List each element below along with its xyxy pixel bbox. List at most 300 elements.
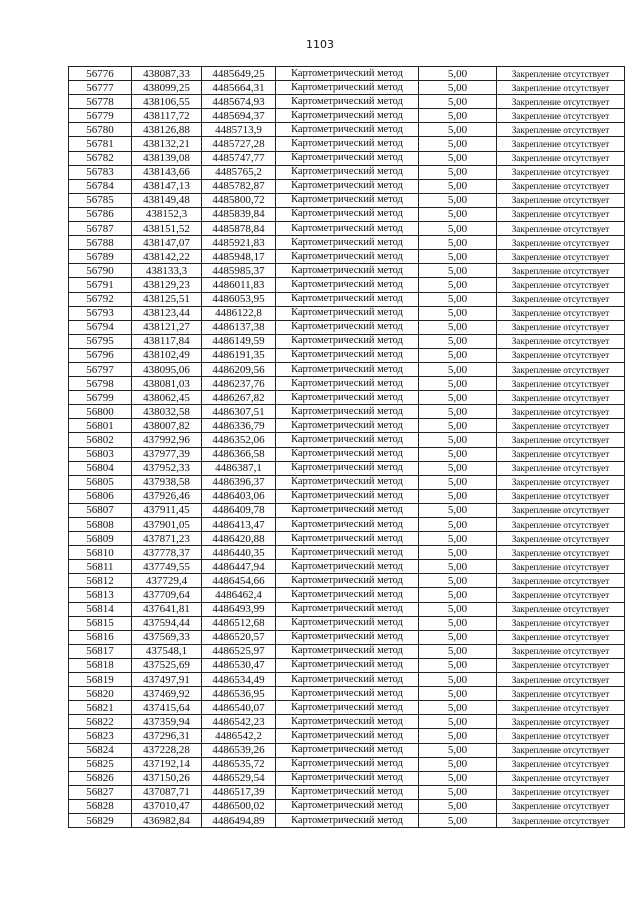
point-number-cell: 56800: [69, 405, 132, 419]
point-number-cell: 56808: [69, 518, 132, 532]
fixation-cell: Закрепление отсутствует: [497, 179, 625, 193]
y-coordinate-cell: 4485713,9: [202, 123, 276, 137]
method-cell: Картометрический метод: [276, 95, 419, 109]
fixation-cell: Закрепление отсутствует: [497, 306, 625, 320]
page-number: 1103: [306, 38, 334, 51]
x-coordinate-cell: 436982,84: [132, 813, 202, 827]
y-coordinate-cell: 4486137,38: [202, 320, 276, 334]
accuracy-cell: 5,00: [419, 687, 497, 701]
x-coordinate-cell: 438129,23: [132, 278, 202, 292]
point-number-cell: 56806: [69, 489, 132, 503]
method-cell: Картометрический метод: [276, 757, 419, 771]
accuracy-cell: 5,00: [419, 278, 497, 292]
method-cell: Картометрический метод: [276, 574, 419, 588]
point-number-cell: 56824: [69, 743, 132, 757]
fixation-cell: Закрепление отсутствует: [497, 574, 625, 588]
x-coordinate-cell: 437569,33: [132, 630, 202, 644]
point-number-cell: 56791: [69, 278, 132, 292]
table-row: [69, 165, 625, 179]
x-coordinate-cell: 438106,55: [132, 95, 202, 109]
point-number-cell: 56807: [69, 503, 132, 517]
table-row: [69, 433, 625, 447]
table-row: [69, 236, 625, 250]
table-row: [69, 588, 625, 602]
table-row: [69, 264, 625, 278]
fixation-cell: Закрепление отсутствует: [497, 799, 625, 813]
table-row: [69, 419, 625, 433]
y-coordinate-cell: 4486352,06: [202, 433, 276, 447]
point-number-cell: 56814: [69, 602, 132, 616]
point-number-cell: 56781: [69, 137, 132, 151]
table-row: [69, 560, 625, 574]
method-cell: Картометрический метод: [276, 362, 419, 376]
y-coordinate-cell: 4486454,66: [202, 574, 276, 588]
accuracy-cell: 5,00: [419, 475, 497, 489]
table-row: [69, 630, 625, 644]
point-number-cell: 56798: [69, 377, 132, 391]
accuracy-cell: 5,00: [419, 518, 497, 532]
table-row: [69, 743, 625, 757]
table-row: [69, 574, 625, 588]
fixation-cell: Закрепление отсутствует: [497, 109, 625, 123]
x-coordinate-cell: 437938,58: [132, 475, 202, 489]
y-coordinate-cell: 4485727,28: [202, 137, 276, 151]
y-coordinate-cell: 4485649,25: [202, 67, 276, 81]
table-row: [69, 503, 625, 517]
x-coordinate-cell: 438143,66: [132, 165, 202, 179]
method-cell: Картометрический метод: [276, 165, 419, 179]
y-coordinate-cell: 4486535,72: [202, 757, 276, 771]
x-coordinate-cell: 438125,51: [132, 292, 202, 306]
accuracy-cell: 5,00: [419, 588, 497, 602]
point-number-cell: 56818: [69, 658, 132, 672]
x-coordinate-cell: 438147,07: [132, 236, 202, 250]
table-row: [69, 137, 625, 151]
accuracy-cell: 5,00: [419, 137, 497, 151]
coordinates-table: [68, 66, 625, 828]
point-number-cell: 56812: [69, 574, 132, 588]
y-coordinate-cell: 4486534,49: [202, 673, 276, 687]
method-cell: Картометрический метод: [276, 250, 419, 264]
x-coordinate-cell: 437901,05: [132, 518, 202, 532]
accuracy-cell: 5,00: [419, 785, 497, 799]
accuracy-cell: 5,00: [419, 334, 497, 348]
table-row: [69, 532, 625, 546]
y-coordinate-cell: 4485948,17: [202, 250, 276, 264]
table-row: [69, 729, 625, 743]
method-cell: Картометрический метод: [276, 377, 419, 391]
fixation-cell: Закрепление отсутствует: [497, 348, 625, 362]
method-cell: Картометрический метод: [276, 799, 419, 813]
y-coordinate-cell: 4486267,82: [202, 391, 276, 405]
method-cell: Картометрический метод: [276, 222, 419, 236]
table-row: [69, 123, 625, 137]
accuracy-cell: 5,00: [419, 447, 497, 461]
accuracy-cell: 5,00: [419, 306, 497, 320]
point-number-cell: 56790: [69, 264, 132, 278]
y-coordinate-cell: 4486307,51: [202, 405, 276, 419]
x-coordinate-cell: 438121,27: [132, 320, 202, 334]
fixation-cell: Закрепление отсутствует: [497, 207, 625, 221]
x-coordinate-cell: 437952,33: [132, 461, 202, 475]
accuracy-cell: 5,00: [419, 193, 497, 207]
x-coordinate-cell: 438123,44: [132, 306, 202, 320]
fixation-cell: Закрепление отсутствует: [497, 95, 625, 109]
accuracy-cell: 5,00: [419, 644, 497, 658]
x-coordinate-cell: 437977,39: [132, 447, 202, 461]
point-number-cell: 56809: [69, 532, 132, 546]
method-cell: Картометрический метод: [276, 278, 419, 292]
point-number-cell: 56799: [69, 391, 132, 405]
x-coordinate-cell: 437497,91: [132, 673, 202, 687]
table-row: [69, 278, 625, 292]
y-coordinate-cell: 4486529,54: [202, 771, 276, 785]
table-row: [69, 687, 625, 701]
x-coordinate-cell: 437926,46: [132, 489, 202, 503]
y-coordinate-cell: 4486011,83: [202, 278, 276, 292]
point-number-cell: 56804: [69, 461, 132, 475]
accuracy-cell: 5,00: [419, 602, 497, 616]
point-number-cell: 56810: [69, 546, 132, 560]
accuracy-cell: 5,00: [419, 419, 497, 433]
x-coordinate-cell: 438062,45: [132, 391, 202, 405]
y-coordinate-cell: 4486542,23: [202, 715, 276, 729]
method-cell: Картометрический метод: [276, 320, 419, 334]
fixation-cell: Закрепление отсутствует: [497, 151, 625, 165]
y-coordinate-cell: 4486237,76: [202, 377, 276, 391]
point-number-cell: 56825: [69, 757, 132, 771]
fixation-cell: Закрепление отсутствует: [497, 785, 625, 799]
x-coordinate-cell: 438095,06: [132, 362, 202, 376]
accuracy-cell: 5,00: [419, 377, 497, 391]
y-coordinate-cell: 4486525,97: [202, 644, 276, 658]
fixation-cell: Закрепление отсутствует: [497, 715, 625, 729]
fixation-cell: Закрепление отсутствует: [497, 687, 625, 701]
accuracy-cell: 5,00: [419, 503, 497, 517]
table-row: [69, 715, 625, 729]
fixation-cell: Закрепление отсутствует: [497, 518, 625, 532]
method-cell: Картометрический метод: [276, 207, 419, 221]
point-number-cell: 56823: [69, 729, 132, 743]
y-coordinate-cell: 4485839,84: [202, 207, 276, 221]
y-coordinate-cell: 4486413,47: [202, 518, 276, 532]
y-coordinate-cell: 4485694,37: [202, 109, 276, 123]
table-row: [69, 447, 625, 461]
point-number-cell: 56787: [69, 222, 132, 236]
method-cell: Картометрический метод: [276, 306, 419, 320]
table-row: [69, 320, 625, 334]
y-coordinate-cell: 4486396,37: [202, 475, 276, 489]
point-number-cell: 56794: [69, 320, 132, 334]
y-coordinate-cell: 4486493,99: [202, 602, 276, 616]
x-coordinate-cell: 438132,21: [132, 137, 202, 151]
accuracy-cell: 5,00: [419, 461, 497, 475]
point-number-cell: 56826: [69, 771, 132, 785]
fixation-cell: Закрепление отсутствует: [497, 673, 625, 687]
x-coordinate-cell: 437749,55: [132, 560, 202, 574]
y-coordinate-cell: 4485747,77: [202, 151, 276, 165]
method-cell: Картометрический метод: [276, 193, 419, 207]
x-coordinate-cell: 438149,48: [132, 193, 202, 207]
table-row: [69, 461, 625, 475]
point-number-cell: 56813: [69, 588, 132, 602]
point-number-cell: 56821: [69, 701, 132, 715]
point-number-cell: 56820: [69, 687, 132, 701]
point-number-cell: 56788: [69, 236, 132, 250]
fixation-cell: Закрепление отсутствует: [497, 757, 625, 771]
fixation-cell: Закрепление отсутствует: [497, 165, 625, 179]
x-coordinate-cell: 438102,49: [132, 348, 202, 362]
point-number-cell: 56829: [69, 813, 132, 827]
accuracy-cell: 5,00: [419, 729, 497, 743]
point-number-cell: 56801: [69, 419, 132, 433]
x-coordinate-cell: 437525,69: [132, 658, 202, 672]
method-cell: Картометрический метод: [276, 123, 419, 137]
table-row: [69, 348, 625, 362]
y-coordinate-cell: 4486053,95: [202, 292, 276, 306]
y-coordinate-cell: 4485674,93: [202, 95, 276, 109]
method-cell: Картометрический метод: [276, 715, 419, 729]
fixation-cell: Закрепление отсутствует: [497, 67, 625, 81]
table-row: [69, 771, 625, 785]
accuracy-cell: 5,00: [419, 165, 497, 179]
y-coordinate-cell: 4485782,87: [202, 179, 276, 193]
fixation-cell: Закрепление отсутствует: [497, 630, 625, 644]
y-coordinate-cell: 4486387,1: [202, 461, 276, 475]
method-cell: Картометрический метод: [276, 405, 419, 419]
point-number-cell: 56815: [69, 616, 132, 630]
y-coordinate-cell: 4485985,37: [202, 264, 276, 278]
table-row: [69, 546, 625, 560]
table-row: [69, 799, 625, 813]
fixation-cell: Закрепление отсутствует: [497, 743, 625, 757]
x-coordinate-cell: 438087,33: [132, 67, 202, 81]
table-row: [69, 109, 625, 123]
table-row: [69, 518, 625, 532]
method-cell: Картометрический метод: [276, 729, 419, 743]
fixation-cell: Закрепление отсутствует: [497, 447, 625, 461]
accuracy-cell: 5,00: [419, 701, 497, 715]
y-coordinate-cell: 4486149,59: [202, 334, 276, 348]
y-coordinate-cell: 4486440,35: [202, 546, 276, 560]
fixation-cell: Закрепление отсутствует: [497, 489, 625, 503]
table-row: [69, 67, 625, 81]
point-number-cell: 56822: [69, 715, 132, 729]
table-row: [69, 673, 625, 687]
x-coordinate-cell: 438081,03: [132, 377, 202, 391]
accuracy-cell: 5,00: [419, 616, 497, 630]
method-cell: Картометрический метод: [276, 588, 419, 602]
point-number-cell: 56792: [69, 292, 132, 306]
point-number-cell: 56778: [69, 95, 132, 109]
accuracy-cell: 5,00: [419, 546, 497, 560]
table-row: [69, 757, 625, 771]
fixation-cell: Закрепление отсутствует: [497, 588, 625, 602]
x-coordinate-cell: 437992,96: [132, 433, 202, 447]
accuracy-cell: 5,00: [419, 489, 497, 503]
coordinates-table-body: [69, 67, 625, 828]
accuracy-cell: 5,00: [419, 362, 497, 376]
table-row: [69, 377, 625, 391]
accuracy-cell: 5,00: [419, 320, 497, 334]
accuracy-cell: 5,00: [419, 743, 497, 757]
method-cell: Картометрический метод: [276, 334, 419, 348]
y-coordinate-cell: 4486530,47: [202, 658, 276, 672]
fixation-cell: Закрепление отсутствует: [497, 81, 625, 95]
fixation-cell: Закрепление отсутствует: [497, 813, 625, 827]
fixation-cell: Закрепление отсутствует: [497, 362, 625, 376]
method-cell: Картометрический метод: [276, 630, 419, 644]
y-coordinate-cell: 4486517,39: [202, 785, 276, 799]
point-number-cell: 56796: [69, 348, 132, 362]
x-coordinate-cell: 437709,64: [132, 588, 202, 602]
table-row: [69, 644, 625, 658]
x-coordinate-cell: 437778,37: [132, 546, 202, 560]
x-coordinate-cell: 437192,14: [132, 757, 202, 771]
method-cell: Картометрический метод: [276, 489, 419, 503]
fixation-cell: Закрепление отсутствует: [497, 658, 625, 672]
point-number-cell: 56819: [69, 673, 132, 687]
x-coordinate-cell: 438133,3: [132, 264, 202, 278]
y-coordinate-cell: 4486500,02: [202, 799, 276, 813]
method-cell: Картометрический метод: [276, 701, 419, 715]
y-coordinate-cell: 4486462,4: [202, 588, 276, 602]
fixation-cell: Закрепление отсутствует: [497, 193, 625, 207]
x-coordinate-cell: 437911,45: [132, 503, 202, 517]
method-cell: Картометрический метод: [276, 503, 419, 517]
fixation-cell: Закрепление отсутствует: [497, 461, 625, 475]
accuracy-cell: 5,00: [419, 715, 497, 729]
accuracy-cell: 5,00: [419, 109, 497, 123]
x-coordinate-cell: 437010,47: [132, 799, 202, 813]
x-coordinate-cell: 438099,25: [132, 81, 202, 95]
fixation-cell: Закрепление отсутствует: [497, 532, 625, 546]
method-cell: Картометрический метод: [276, 658, 419, 672]
y-coordinate-cell: 4486403,06: [202, 489, 276, 503]
x-coordinate-cell: 437359,94: [132, 715, 202, 729]
x-coordinate-cell: 437228,28: [132, 743, 202, 757]
method-cell: Картометрический метод: [276, 137, 419, 151]
table-row: [69, 207, 625, 221]
x-coordinate-cell: 437594,44: [132, 616, 202, 630]
method-cell: Картометрический метод: [276, 743, 419, 757]
method-cell: Картометрический метод: [276, 264, 419, 278]
table-row: [69, 602, 625, 616]
y-coordinate-cell: 4486366,58: [202, 447, 276, 461]
accuracy-cell: 5,00: [419, 348, 497, 362]
method-cell: Картометрический метод: [276, 518, 419, 532]
method-cell: Картометрический метод: [276, 109, 419, 123]
fixation-cell: Закрепление отсутствует: [497, 391, 625, 405]
y-coordinate-cell: 4486209,56: [202, 362, 276, 376]
fixation-cell: Закрепление отсутствует: [497, 405, 625, 419]
x-coordinate-cell: 437729,4: [132, 574, 202, 588]
table-row: [69, 151, 625, 165]
table-row: [69, 475, 625, 489]
point-number-cell: 56805: [69, 475, 132, 489]
accuracy-cell: 5,00: [419, 207, 497, 221]
x-coordinate-cell: 438142,22: [132, 250, 202, 264]
table-row: [69, 222, 625, 236]
x-coordinate-cell: 437871,23: [132, 532, 202, 546]
x-coordinate-cell: 437150,26: [132, 771, 202, 785]
accuracy-cell: 5,00: [419, 95, 497, 109]
method-cell: Картометрический метод: [276, 644, 419, 658]
accuracy-cell: 5,00: [419, 673, 497, 687]
table-row: [69, 405, 625, 419]
method-cell: Картометрический метод: [276, 179, 419, 193]
fixation-cell: Закрепление отсутствует: [497, 419, 625, 433]
method-cell: Картометрический метод: [276, 546, 419, 560]
table-row: [69, 334, 625, 348]
method-cell: Картометрический метод: [276, 447, 419, 461]
accuracy-cell: 5,00: [419, 179, 497, 193]
table-row: [69, 95, 625, 109]
point-number-cell: 56802: [69, 433, 132, 447]
y-coordinate-cell: 4486336,79: [202, 419, 276, 433]
accuracy-cell: 5,00: [419, 391, 497, 405]
method-cell: Картометрический метод: [276, 433, 419, 447]
point-number-cell: 56795: [69, 334, 132, 348]
y-coordinate-cell: 4486520,57: [202, 630, 276, 644]
fixation-cell: Закрепление отсутствует: [497, 433, 625, 447]
fixation-cell: Закрепление отсутствует: [497, 236, 625, 250]
y-coordinate-cell: 4486447,94: [202, 560, 276, 574]
table-row: [69, 489, 625, 503]
method-cell: Картометрический метод: [276, 813, 419, 827]
point-number-cell: 56827: [69, 785, 132, 799]
table-row: [69, 391, 625, 405]
method-cell: Картометрический метод: [276, 616, 419, 630]
x-coordinate-cell: 438007,82: [132, 419, 202, 433]
accuracy-cell: 5,00: [419, 630, 497, 644]
x-coordinate-cell: 437415,64: [132, 701, 202, 715]
method-cell: Картометрический метод: [276, 532, 419, 546]
point-number-cell: 56785: [69, 193, 132, 207]
fixation-cell: Закрепление отсутствует: [497, 377, 625, 391]
method-cell: Картометрический метод: [276, 785, 419, 799]
method-cell: Картометрический метод: [276, 673, 419, 687]
y-coordinate-cell: 4485664,31: [202, 81, 276, 95]
point-number-cell: 56780: [69, 123, 132, 137]
accuracy-cell: 5,00: [419, 81, 497, 95]
method-cell: Картометрический метод: [276, 151, 419, 165]
y-coordinate-cell: 4486191,35: [202, 348, 276, 362]
x-coordinate-cell: 438151,52: [132, 222, 202, 236]
y-coordinate-cell: 4485800,72: [202, 193, 276, 207]
point-number-cell: 56828: [69, 799, 132, 813]
point-number-cell: 56783: [69, 165, 132, 179]
x-coordinate-cell: 438147,13: [132, 179, 202, 193]
method-cell: Картометрический метод: [276, 687, 419, 701]
x-coordinate-cell: 437469,92: [132, 687, 202, 701]
accuracy-cell: 5,00: [419, 222, 497, 236]
fixation-cell: Закрепление отсутствует: [497, 250, 625, 264]
accuracy-cell: 5,00: [419, 433, 497, 447]
x-coordinate-cell: 437087,71: [132, 785, 202, 799]
table-row: [69, 658, 625, 672]
y-coordinate-cell: 4485765,2: [202, 165, 276, 179]
x-coordinate-cell: 438117,84: [132, 334, 202, 348]
method-cell: Картометрический метод: [276, 560, 419, 574]
point-number-cell: 56793: [69, 306, 132, 320]
method-cell: Картометрический метод: [276, 236, 419, 250]
method-cell: Картометрический метод: [276, 67, 419, 81]
fixation-cell: Закрепление отсутствует: [497, 278, 625, 292]
table-row: [69, 250, 625, 264]
x-coordinate-cell: 437548,1: [132, 644, 202, 658]
y-coordinate-cell: 4486536,95: [202, 687, 276, 701]
